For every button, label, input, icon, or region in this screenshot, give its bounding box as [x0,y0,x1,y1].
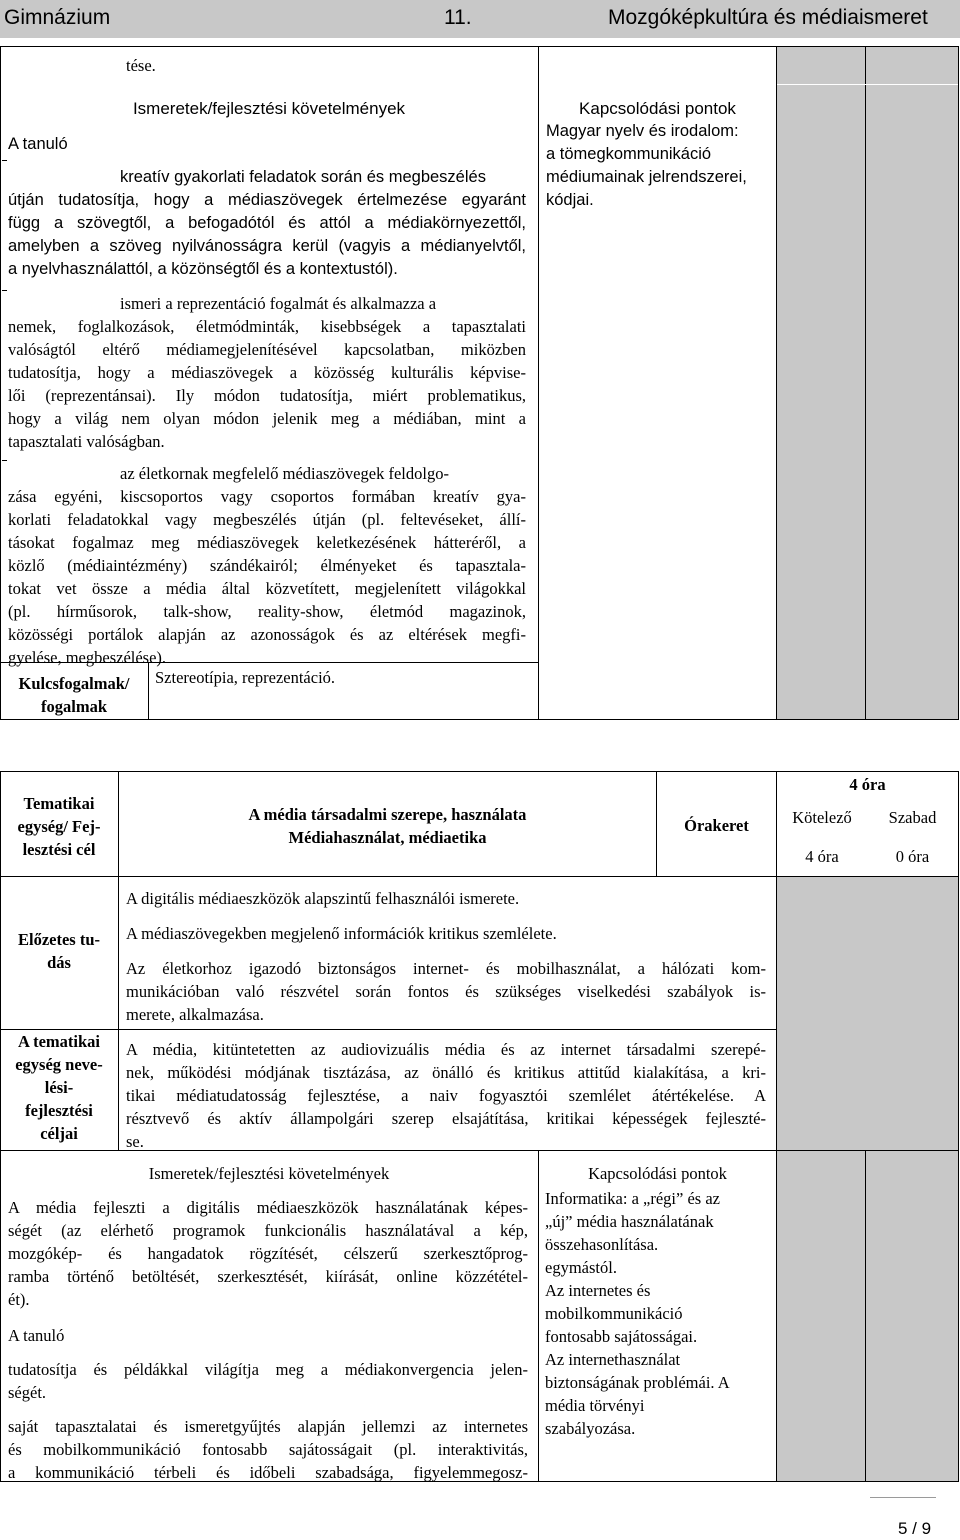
free-label: Szabad [888,808,937,827]
bullet-dash [2,160,7,161]
requirement-paragraph-2: tudatosítja és példákkal világítja meg a médiakonvergencia jelen- ségét. [8,1360,528,1402]
connections-text: Informatika: a „régi” és az „új” média használatának összehasonlítása. egymástól. Az internetes és mobilkommunikáció fontosabb sajátosságai. Az internethasználat biztonságának problémái. A média törvényi szabályozása. [545,1189,730,1438]
unit-title: A média társadalmi szerepe, használata Médiahasználat, médiaetika [248,805,527,847]
gray-cell [776,877,958,1149]
requirement-paragraph-3: saját tapasztalatai és ismeretgyűjtés alapján jellemzi az internetes és mobilkommunikáció fontosabb sajátosságait (pl. interaktivitás, a kommunikáció térbeli és időbeli szabadsága, figyelemmegosz- [8,1417,528,1482]
header-grade: 11. [444,6,472,29]
requirements-heading: Ismeretek/fejlesztési követelmények [132,99,406,118]
prior-item: Az életkorhoz igazodó biztonságos internet- és mobilhasználat, a hálózati kom- munikációban való részvétel során fontos és szükséges viselkedési szabályok is- merete, alkalmazása. [126,959,766,1024]
free-value: 0 óra [895,847,930,866]
subject-label: A tanuló [8,135,68,153]
continued-fragment: tése. [126,56,156,75]
page-header [0,0,960,38]
mandatory-label: Kötelező [792,808,852,827]
subject-label: A tanuló [8,1326,65,1345]
key-concepts-value: Sztereotípia, reprezentáció. [155,668,336,687]
requirements-heading: Ismeretek/fejlesztési követelmények [148,1164,390,1183]
prior-item: A digitális médiaeszközök alapszintű felhasználói ismerete. [126,889,520,908]
gray-cell [776,1149,958,1481]
unit-label: Tematikai egység/ Fej- lesztési cél [17,794,101,859]
requirement-item-2: ismeri a reprezentáció fogalmát és alkalmazza a nemek, foglalkozások, életmódminták, kisebbségek a tapasztalati valóságtól eltérő médiamegjelenítésével kapcsolatban, miközben tudatosítja, hogy a médiaszövegek a közösség kulturális képvise- lői (reprezentánsai). Ily módon tudatosítja, miért problematikus, hogy a világ nem olyan módon jelenik meg a médiában, mint a tapasztalati valóságban. [8,294,526,451]
requirement-item-1: kreatív gyakorlati feladatok során és megbeszélés útján tudatosítja, hogy a médiaszövegek értelmezése egyaránt függ a szövegtől, a befogadótól és attól a médiakörnyezettől, amelyben a szöveg nyilvánosságra kerül (vagyis a médianyelvtől, a nyelvhasználattól, a közönségtől és a kontextustól). [8,168,526,278]
connections-heading: Kapcsolódási pontok [588,1164,727,1183]
goals-text: A média, kitüntetetten az audiovizuális média és az internet társadalmi szerepé- nek, működési módjának tisztázása, az önálló és kritikus attitűd kialakítása, a kri- tikai médiatudatosság fejlesztése, a naiv fogyasztói szemlélet átértékelése. A résztvevő és aktív állampolgári szerep elsajátítása, kritikai képességek fejleszté- se. [126,1040,766,1151]
mandatory-value: 4 óra [805,847,839,866]
gray-cell [776,47,958,719]
hours-label: Órakeret [684,816,749,835]
page-number: 5 / 9 [898,1519,932,1538]
requirement-paragraph-1: A média fejleszti a digitális médiaeszközök használatának képes- ségét (az elérhető programok funkcionális használatával a kép, mozgókép- és hangadatok rögzítését, célszerű szerkesztőprog- ramba történő betöltését, szerkesztését, kiírását, online közzététel- ét). [8,1198,528,1309]
goals-label: A tematikai egység neve- lési- fejlesztési céljai [15,1032,103,1143]
prior-item: A médiaszövegekben megjelenő információk kritikus szemlélete. [126,924,557,943]
bullet-dash [2,290,7,291]
hours-total: 4 óra [849,775,886,794]
requirement-item-3: az életkornak megfelelő médiaszövegek feldolgo- zása egyéni, kiscsoportos vagy csoportos formában kreatív gya- korlati feladatokkal vagy megbeszélés útján (pl. feltevéseket, állí- tásokat fogalmaz meg médiaszövegek keletkezésének hátteréről, a közlő (médiaintézmény) szándékairól; élményeket és tapasztala- tokat vet össze a média által közvetített, megjelenített világokkal (pl. hírműsorok, talk-show, reality-show, életmód magazinok, közösségi portálok alapján az azonosságok és az eltérések megfi- gyelése, megbeszélése). [8,464,526,667]
key-concepts-label: Kulcsfogalmak/ fogalmak [18,674,130,716]
header-school: Gimnázium [4,6,111,29]
header-subject: Mozgóképkultúra és médiaismeret [608,6,928,29]
connections-text: Magyar nyelv és irodalom: a tömegkommunikáció médiumainak jelrendszerei, kódjai. [546,122,747,209]
bullet-dash [2,460,7,461]
prior-knowledge-label: Előzetes tu- dás [17,930,101,972]
connections-heading: Kapcsolódási pontok [579,99,736,118]
